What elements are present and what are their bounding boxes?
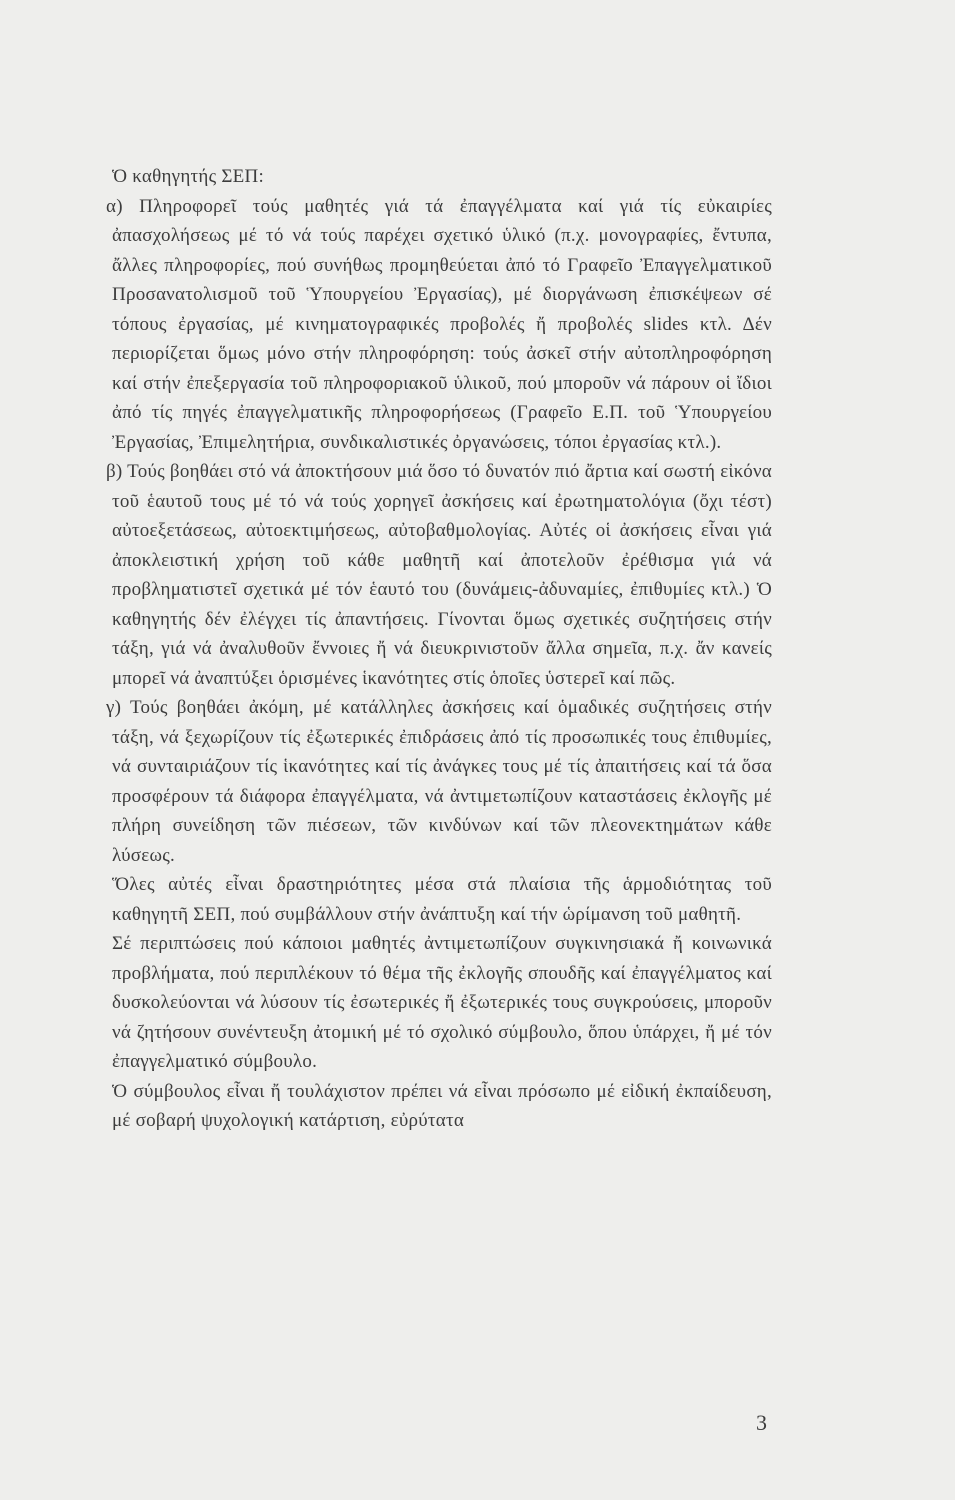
paragraph-summary: Ὅλες αὐτές εἶναι δραστηριότητες μέσα στά πλαίσια τῆς ἁρμοδιότητας τοῦ καθηγητῆ ΣΕΠ, πού συμβάλλουν στήν ἀνάπτυξη καί τήν ὡρίμανση τοῦ μαθητῆ.: [112, 874, 772, 925]
paragraph-b: β) Τούς βοηθάει στό νά ἀποκτήσουν μιά ὅσο τό δυνατόν πιό ἄρτια καί σωστή εἰκόνα τοῦ ἑαυτοῦ τους μέ τό νά τούς χορηγεῖ ἀσκήσεις καί ἐρωτηματολόγια (ὄχι τέστ) αὐτοεξετάσεως, αὐτοεκτιμήσεως, αὐτοβαθμολογίας. Αὐτές οἱ ἀσκήσεις εἶναι γιά ἀποκλειστική χρήση τοῦ κάθε μαθητῆ καί ἀποτελοῦν ἐρέθισμα γιά νά προβληματιστεῖ σχετικά μέ τόν ἑαυτό του (δυνάμεις-ἀδυναμίες, ἐπιθυμίες κτλ.) Ὁ καθηγητής δέν ἐλέγχει τίς ἀπαντήσεις. Γίνονται ὅμως σχετικές συζητήσεις στήν τάξη, γιά νά ἀναλυθοῦν ἔννοιες ἤ νά διευκρινιστοῦν ἄλλα σημεῖα, π.χ. ἄν κανείς μπορεῖ νά ἀναπτύξει ὁρισμένες ἱκανότητες στίς ὁποῖες ὑστερεῖ καί πῶς.: [106, 461, 772, 689]
paragraph-heading: Ὁ καθηγητής ΣΕΠ:: [112, 166, 265, 187]
paragraph-cases: Σέ περιπτώσεις πού κάποιοι μαθητές ἀντιμετωπίζουν συγκινησιακά ἤ κοινωνικά προβλήματα, πού περιπλέκουν τό θέμα τῆς ἐκλογῆς σπουδῆς καί ἐπαγγέλματος καί δυσκολεύονται νά λύσουν τίς ἐσωτερικές ἤ ἐξωτερικές τους συγκρούσεις, μποροῦν νά ζητήσουν συνέντευξη ἀτομική μέ τό σχολικό σύμβουλο, ὅπου ὑπάρχει, ἤ μέ τόν ἐπαγγελματικό σύμβουλο.: [112, 933, 772, 1072]
body-text: [106, 162, 772, 1136]
paragraph-a: α) Πληροφορεῖ τούς μαθητές γιά τά ἐπαγγέλματα καί γιά τίς εὐκαιρίες ἀπασχολήσεως μέ τό νά τούς παρέχει σχετικό ὑλικό (π.χ. μονογραφίες, ἔντυπα, ἄλλες πληροφορίες, πού συνήθως προμηθεύεται ἀπό τό Γραφεῖο Ἐπαγγελματικοῦ Προσανατολισμοῦ τοῦ Ὑπουργείου Ἐργασίας), μέ διοργάνωση ἐπισκέψεων σέ τόπους ἐργασίας, μέ κινηματογραφικές προβολές ἤ προβολές slides κτλ. Δέν περιορίζεται ὅμως μόνο στήν πληροφόρηση: τούς ἀσκεῖ στήν αὐτοπληροφόρηση καί στήν ἐπεξεργασία τοῦ πληροφοριακοῦ ὑλικοῦ, πού μποροῦν νά πάρουν οἱ ἴδιοι ἀπό τίς πηγές ἐπαγγελματικῆς πληροφορήσεως (Γραφεῖο Ε.Π. τοῦ Ὑπουργείου Ἐργασίας, Ἐπιμελητήρια, συνδικαλιστικές ὀργανώσεις, τόποι ἐργασίας κτλ.).: [106, 195, 772, 453]
page-number: 3: [756, 1410, 767, 1435]
paragraph-counselor: Ὁ σύμβουλος εἶναι ἤ τουλάχιστον πρέπει νά εἶναι πρόσωπο μέ εἰδική ἐκπαίδευση, μέ σοβαρή ψυχολογική κατάρτιση, εὐρύτατα: [112, 1080, 772, 1131]
paragraph-c: γ) Τούς βοηθάει ἀκόμη, μέ κατάλληλες ἀσκήσεις καί ὁμαδικές συζητήσεις στήν τάξη, νά ξεχωρίζουν τίς ἐξωτερικές ἐπιδράσεις ἀπό τίς προσωπικές τους ἐπιθυμίες, νά συνταιριάζουν τίς ἱκανότητες καί τίς ἀνάγκες τους μέ τίς ἀπαιτήσεις καί τά ὅσα προσφέρουν τά διάφορα ἐπαγγέλματα, νά ἀντιμετωπίζουν καταστάσεις ἐκλογῆς μέ πλήρη συνείδηση τῶν πιέσεων, τῶν κινδύνων καί τῶν πλεονεκτημάτων κάθε λύσεως.: [106, 697, 772, 866]
